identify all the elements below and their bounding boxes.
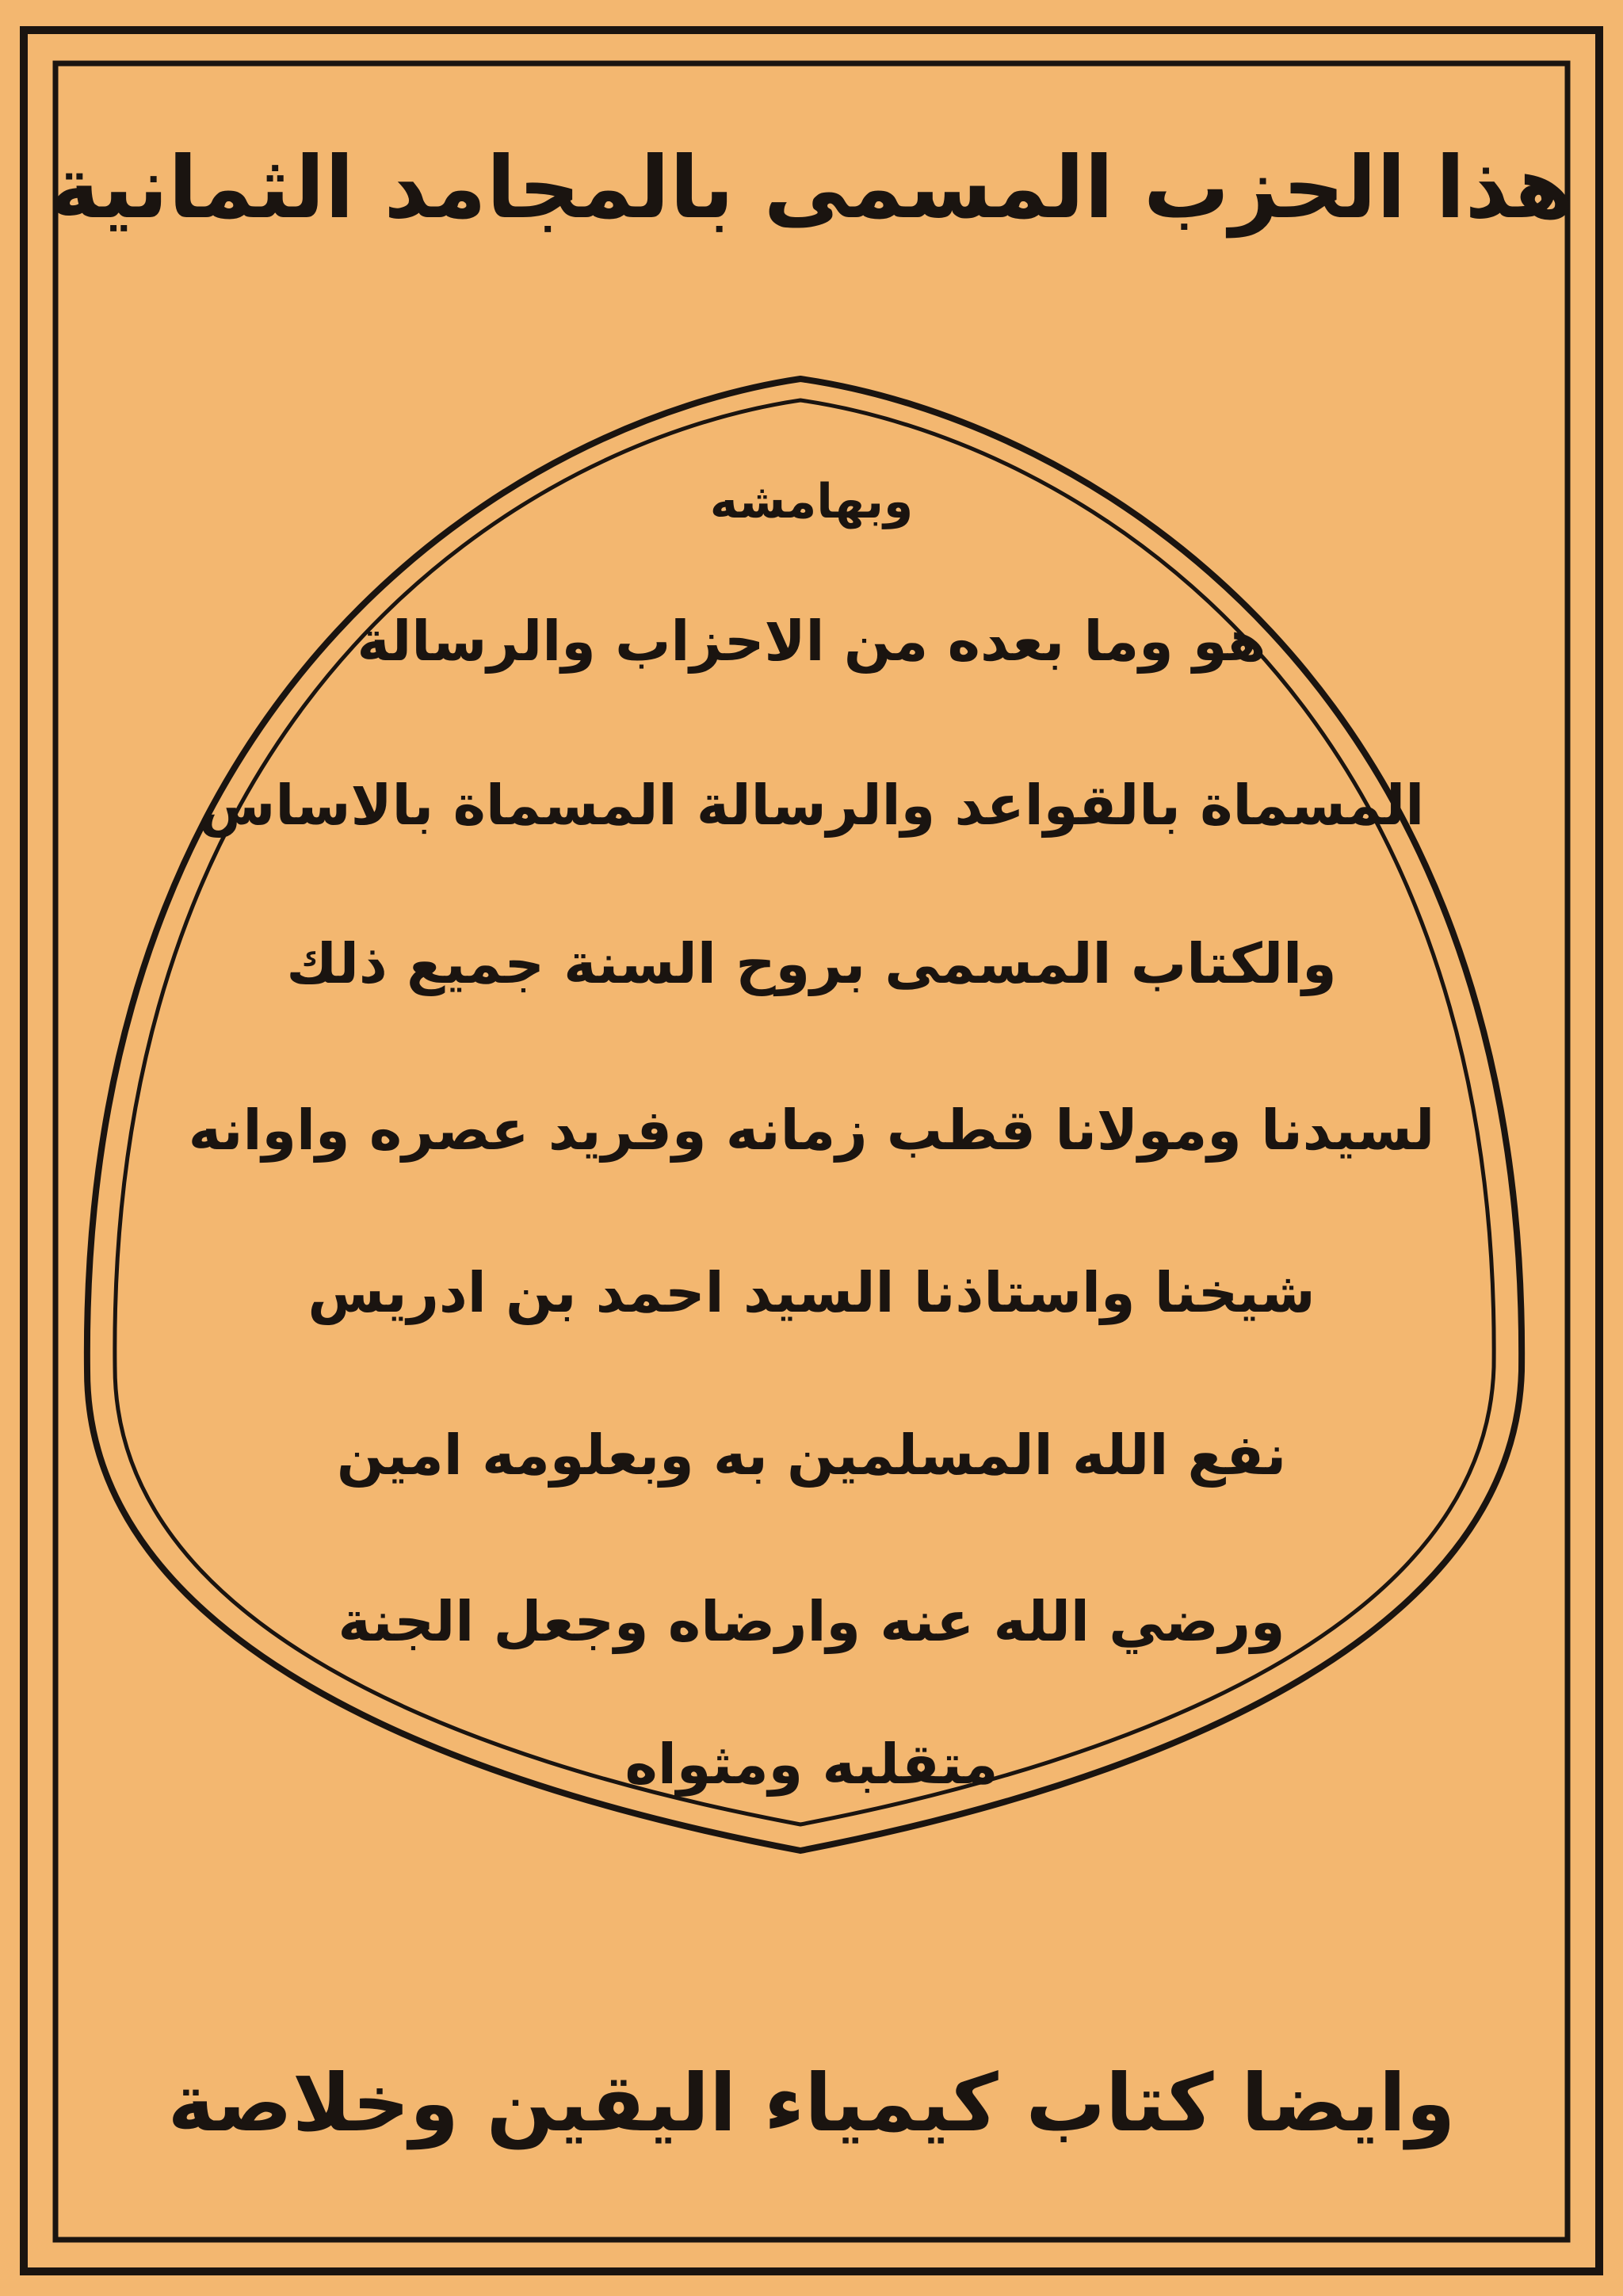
body-line-8: متقلبه ومثواه [624,1732,999,1797]
body-line-1: هو وما بعده من الاحزاب والرسالة [357,609,1266,674]
body-line-4: لسيدنا ومولانا قطب زمانه وفريد عصره واوانه [188,1098,1435,1163]
body-line-3: والكتاب المسمى بروح السنة جميع ذلك [286,931,1337,996]
document-subtitle: وبهامشه [709,474,914,529]
document-title: هذا الحزب المسمى بالمجامد الثمانية [49,139,1574,238]
body-line-6: نفع الله المسلمين به وبعلومه امين [336,1423,1287,1488]
body-line-2: المسماة بالقواعد والرسالة المسماة بالاساس [198,773,1425,838]
document-footer: وايضا كتاب كيمياء اليقين وخلاصة [167,2057,1456,2149]
body-line-5: شيخنا واستاذنا السيد احمد بن ادريس [307,1260,1316,1325]
body-line-7: ورضي الله عنه وارضاه وجعل الجنة [338,1589,1285,1654]
